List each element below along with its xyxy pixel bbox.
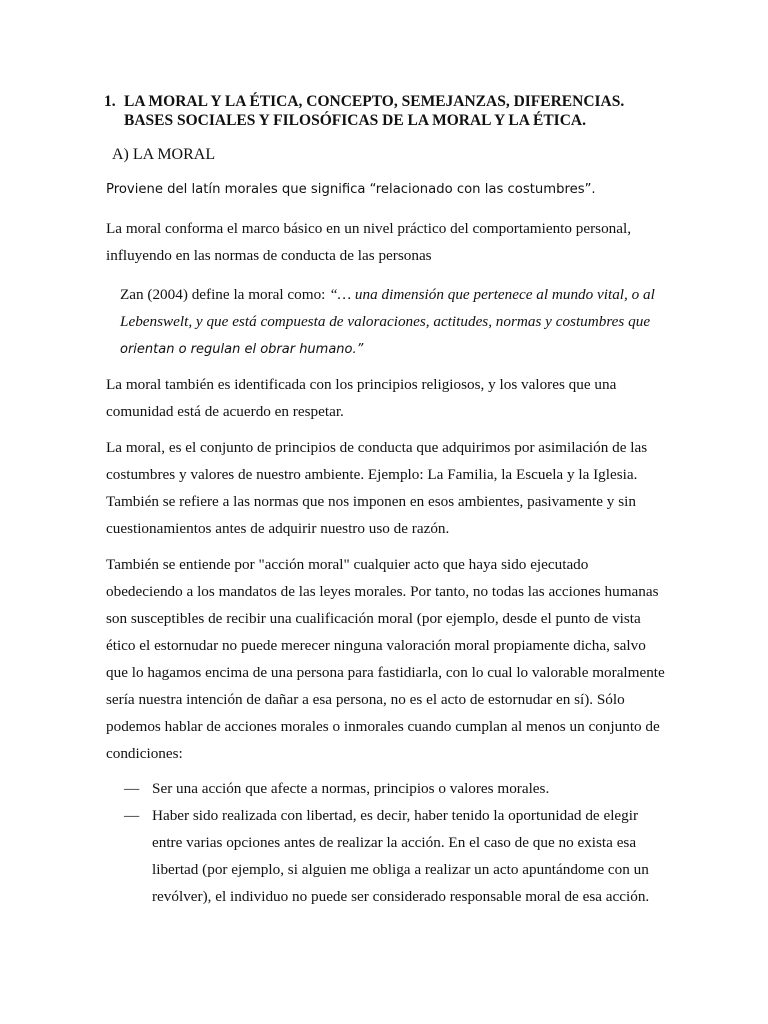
list-item-line: libertad (por ejemplo, si alguien me obliga a realizar un acto apuntándome con un: [152, 861, 649, 878]
quote-line-3: [120, 335, 680, 363]
list-item-line: entre varias opciones antes de realizar la acción. En el caso de que no exista esa: [152, 834, 637, 851]
dash-bullet-icon: —: [124, 780, 140, 797]
paragraph-line: podemos hablar de acciones morales o inmorales cuando cumplan al menos un conjunto de: [106, 718, 660, 735]
list-item: [124, 802, 684, 910]
paragraph-line: La moral conforma el marco básico en un nivel práctico del comportamiento personal,: [106, 220, 632, 237]
quote-text-1: “… una dimensión que pertenece al mundo vital, o al: [329, 286, 655, 303]
list-item-line: Haber sido realizada con libertad, es decir, haber tenido la oportunidad de elegir: [152, 807, 639, 824]
list-item-line: revólver), el individuo no puede ser considerado responsable moral de esa acción.: [152, 888, 650, 905]
paragraph-line: costumbres y valores de nuestro ambiente. Ejemplo: La Familia, la Escuela y la Iglesia.: [106, 466, 638, 483]
paragraph-line: que lo hagamos encima de una persona para fastidiarla, con lo cual lo valorable moralmente: [106, 664, 665, 681]
paragraph-line: También se entiende por "acción moral" cualquier acto que haya sido ejecutado: [106, 556, 589, 573]
dash-bullet-icon: —: [124, 807, 140, 824]
paragraph-4: [106, 551, 666, 767]
paragraph-line: La moral también es identificada con los principios religiosos, y los valores que una: [106, 376, 617, 393]
paragraph-line: sería nuestra intención de dañar a esa persona, no es el acto de estornudar en sí). Sólo: [106, 691, 625, 708]
condition-list: [124, 775, 684, 910]
paragraph-line: son susceptibles de recibir una cualificación moral (por ejemplo, desde el punto de vista: [106, 610, 641, 627]
heading-line-1: LA MORAL Y LA ÉTICA, CONCEPTO, SEMEJANZAS, DIFERENCIAS.: [124, 93, 625, 110]
paragraph-line: obedeciendo a los mandatos de las leyes morales. Por tanto, no todas las acciones humanas: [106, 583, 659, 600]
subsection-title: A) LA MORAL: [112, 146, 216, 163]
section-heading: [104, 92, 704, 130]
list-item: [124, 775, 684, 802]
block-quote: [120, 281, 680, 363]
paragraph-line: influyendo en las normas de conducta de las personas: [106, 247, 432, 264]
quote-text-3: orientan o regulan el obrar humano.”: [120, 342, 364, 357]
origin-sentence: Proviene del latín morales que significa “relacionado con las costumbres”.: [106, 182, 596, 197]
quote-line-1: [120, 281, 680, 308]
paragraph-line: condiciones:: [106, 745, 183, 762]
paragraph-1: [106, 215, 666, 269]
quote-lead: Zan (2004) define la moral como:: [120, 286, 330, 303]
paragraph-line: ético el estornudar no puede merecer ninguna valoración moral propiamente dicha, salvo: [106, 637, 646, 654]
heading-number: 1.: [104, 93, 116, 110]
paragraph-3: [106, 434, 666, 542]
heading-line-2: BASES SOCIALES Y FILOSÓFICAS DE LA MORAL Y LA ÉTICA.: [124, 112, 586, 129]
paragraph-line: cuestionamientos antes de adquirir nuestro uso de razón.: [106, 520, 450, 537]
paragraph-line: comunidad está de acuerdo en respetar.: [106, 403, 344, 420]
list-item-line: Ser una acción que afecte a normas, principios o valores morales.: [152, 780, 550, 797]
quote-line-2: [120, 308, 680, 335]
paragraph-line: También se refiere a las normas que nos imponen en esos ambientes, pasivamente y sin: [106, 493, 636, 510]
quote-text-2: Lebenswelt, y que está compuesta de valoraciones, actitudes, normas y costumbres que: [120, 313, 651, 330]
paragraph-2: [106, 371, 666, 425]
paragraph-line: La moral, es el conjunto de principios de conducta que adquirimos por asimilación de las: [106, 439, 648, 456]
